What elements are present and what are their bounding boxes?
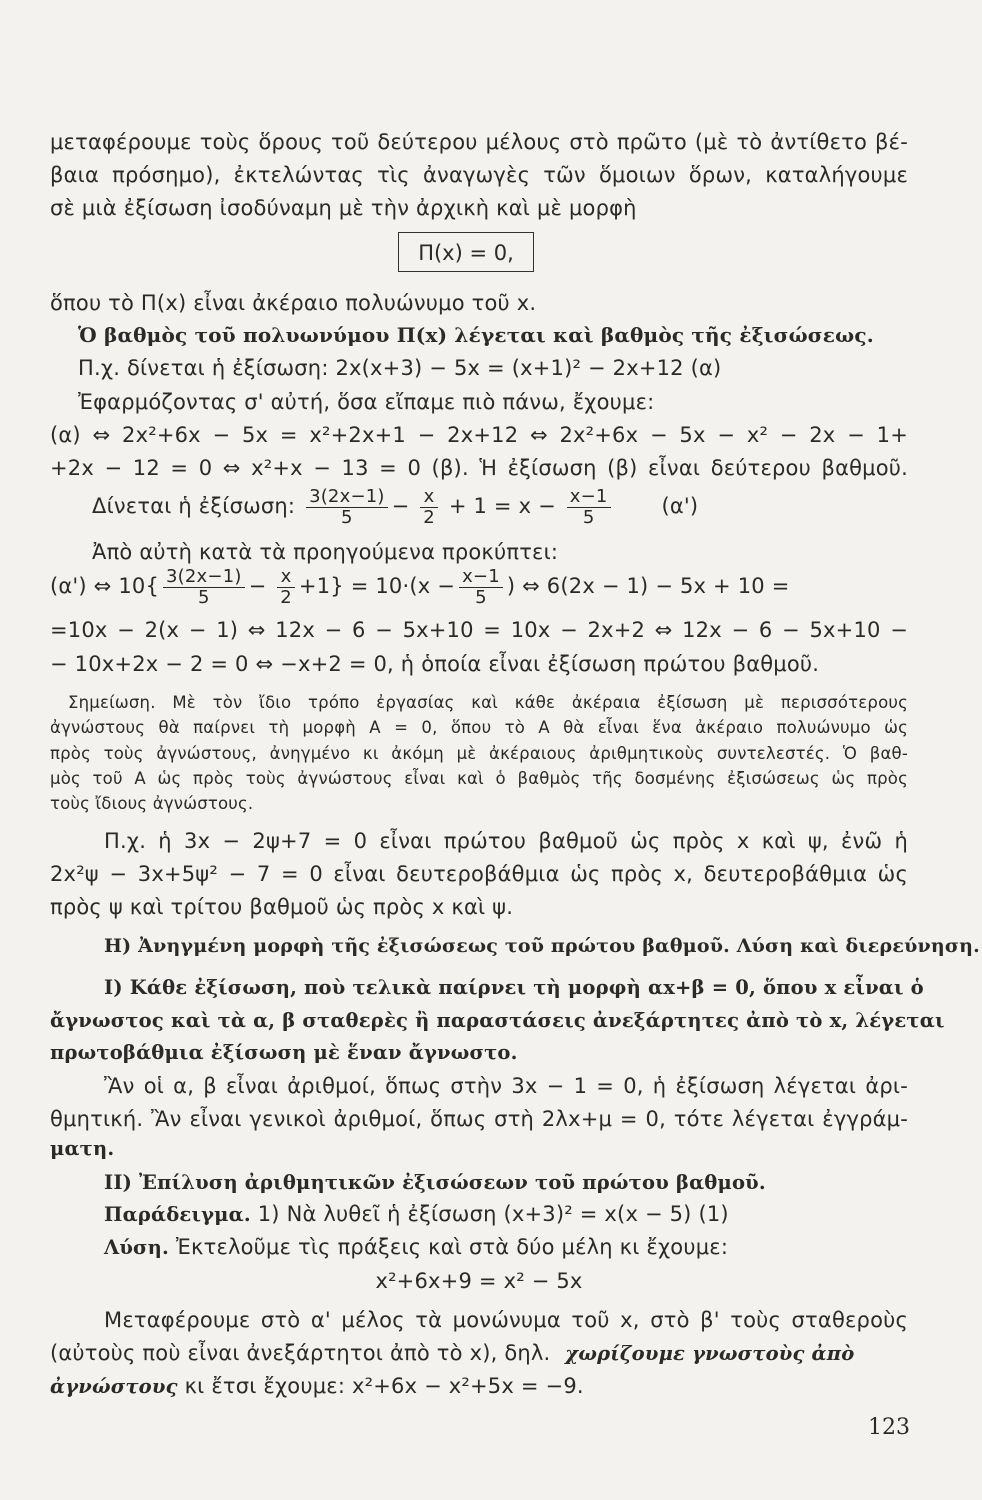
centered-equation: x²+6x+9 = x² − 5x <box>375 1269 583 1293</box>
text-line: Ἀπὸ αὐτὴ κατὰ τὰ προηγούμενα προκύπτει: <box>92 540 559 564</box>
fraction <box>306 487 388 528</box>
text-line: βαια πρόσημο), ἐκτελώντας τὶς ἀναγωγὲς τῶν ὅμοιων ὅρων, καταλήγουμε <box>50 163 908 187</box>
note-line: μὸς τοῦ A ὡς πρὸς τοὺς ἀγνώστους εἶναι καὶ ὁ βαθμὸς τῆς δοσμένης ἐξισώσεως ὡς πρὸς <box>50 769 908 788</box>
text: κι ἔτσι ἔχουμε: x²+6x − x²+5x = −9. <box>184 1374 584 1398</box>
text: 1) Νὰ λυθεῖ ἡ ἐξίσωση (x+3)² = x(x − 5) (1) <box>257 1202 729 1226</box>
denominator: 5 <box>475 586 487 608</box>
denominator: 5 <box>582 506 595 528</box>
equation-line: − 10x+2x − 2 = 0 ⇔ −x+2 = 0, ἡ ὁποία εἶναι ἐξίσωση πρώτου βαθμοῦ. <box>50 652 820 676</box>
numerator: x <box>277 567 295 588</box>
fraction <box>459 567 503 608</box>
text: Ἐκτελοῦμε τὶς πράξεις καὶ στὰ δύο μέλη κι ἔχουμε: <box>175 1235 729 1259</box>
emphasis: ἀγνώστους <box>50 1375 178 1398</box>
definition-line: ἄγνωστος καὶ τὰ α, β σταθερὲς ἢ παραστάσεις ἀνεξάρτητες ἀπὸ τὸ x, λέγεται <box>50 1009 945 1032</box>
definition-line: Ι) Κάθε ἐξίσωση, ποὺ τελικὰ παίρνει τὴ μορφὴ αx+β = 0, ὅπου x εἶναι ὁ <box>104 976 924 999</box>
note-line: Σημείωση. Μὲ τὸν ἴδιο τρόπο ἐργασίας καὶ κάθε ἀκέραια ἐξίσωση μὲ περισσότερους <box>68 693 908 712</box>
text-line: Π.χ. ἡ 3x − 2ψ+7 = 0 εἶναι πρώτου βαθμοῦ ὡς πρὸς x καὶ ψ, ἐνῶ ἡ <box>104 829 908 853</box>
section-heading: ΙΙ) Ἐπίλυση ἀριθμητικῶν ἐξισώσεων τοῦ πρώτου βαθμοῦ. <box>104 1171 766 1194</box>
page-number: 123 <box>868 1415 910 1440</box>
fraction-equation-line: (α') ⇔ 10{ $\frac{3(2x-1)}{5}$ − $\frac{x}{2}$ +1} = 10·(x − $\frac{x-1}{5}$ ) ⇔ 6(2x − 1) − 5x + 10 = <box>50 565 790 608</box>
fraction <box>163 567 245 608</box>
solution-line <box>104 1232 908 1263</box>
fraction <box>567 487 611 528</box>
text-line: θμητική. Ἂν εἶναι γενικοὶ ἀριθμοί, ὅπως στὴ 2λx+μ = 0, τότε λέγεται ἐγγράμ- <box>50 1107 908 1131</box>
text-line: Π.χ. δίνεται ἡ ἐξίσωση: 2x(x+3) − 5x = (x+1)² − 2x+12 (α) <box>78 356 722 380</box>
numerator: x <box>420 487 438 508</box>
example-label: Παράδειγμα. <box>104 1203 251 1226</box>
text-line: μεταφέρουμε τοὺς ὅρους τοῦ δεύτερου μέλους στὸ πρῶτο (μὲ τὸ ἀντίθετο βέ- <box>50 130 908 154</box>
numerator: 3(2x−1) <box>163 567 245 588</box>
text-line: Ἐφαρμόζοντας σ' αὐτή, ὅσα εἴπαμε πιὸ πάνω, ἔχουμε: <box>78 390 655 414</box>
text-line <box>50 1371 908 1402</box>
equation-line: +2x − 12 = 0 ⇔ x²+x − 13 = 0 (β). Ἡ ἐξίσωση (β) εἶναι δεύτερου βαθμοῦ. <box>50 456 908 480</box>
text-line: Ἂν οἱ α, β εἶναι ἀριθμοί, ὅπως στὴν 3x − 1 = 0, ἡ ἐξίσωση λέγεται ἀρι- <box>104 1074 908 1098</box>
equation-line: =10x − 2(x − 1) ⇔ 12x − 6 − 5x+10 = 10x − 2x+2 ⇔ 12x − 6 − 5x+10 − <box>50 618 908 642</box>
note-line: πρὸς τοὺς ἀγνώστους, ἀνηγμένο κι ἀκόμη μὲ ἀκέραιους ἀριθμητικοὺς συντελεστές. Ὁ βαθ- <box>50 744 908 763</box>
denominator: 5 <box>341 506 353 528</box>
text-line: πρὸς ψ καὶ τρίτου βαθμοῦ ὡς πρὸς x καὶ ψ. <box>50 895 514 919</box>
text-line <box>50 1338 908 1369</box>
fraction <box>277 567 295 608</box>
numerator: x−1 <box>459 567 503 588</box>
text-line: Μεταφέρουμε στὸ α' μέλος τὰ μονώνυμα τοῦ x, στὸ β' τοὺς σταθεροὺς <box>104 1308 908 1332</box>
fraction <box>420 487 438 528</box>
numerator: x−1 <box>567 487 611 508</box>
numerator: 3(2x−1) <box>306 487 388 508</box>
text: Δίνεται ἡ ἐξίσωση: <box>92 494 296 518</box>
text: +1} = 10·(x − <box>298 574 456 598</box>
definition-line: πρωτοβάθμια ἐξίσωση μὲ ἕναν ἄγνωστο. <box>50 1041 518 1064</box>
boxed-equation: Π(x) = 0, <box>398 232 534 272</box>
text-line: ὅπου τὸ Π(x) εἶναι ἀκέραιο πολυώνυμο τοῦ x. <box>50 291 537 315</box>
text-line: σὲ μιὰ ἐξίσωση ἰσοδύναμη μὲ τὴν ἀρχικὴ καὶ μὲ μορφὴ <box>50 196 637 220</box>
text: (αὐτοὺς ποὺ εἶναι ἀνεξάρτητοι ἀπὸ τὸ x), δηλ. <box>50 1341 551 1365</box>
denominator: 2 <box>280 586 292 608</box>
example-line <box>104 1199 908 1230</box>
equation-line: (α) ⇔ 2x²+6x − 5x = x²+2x+1 − 2x+12 ⇔ 2x²+6x − 5x − x² − 2x − 1+ <box>50 423 908 447</box>
text: (α') ⇔ 10{ <box>50 574 160 598</box>
note-line: ἀγνώστους θὰ παίρνει τὴ μορφὴ A = 0, ὅπου τὸ A θὰ εἶναι ἕνα ἀκέραιο πολυώνυμο ὡς <box>50 718 908 737</box>
section-heading: Η) Ἀνηγμένη μορφὴ τῆς ἐξισώσεως τοῦ πρώτου βαθμοῦ. Λύση καὶ διερεύνηση. <box>104 935 980 957</box>
solution-label: Λύση. <box>104 1236 170 1259</box>
emphasis: χωρίζουμε γνωστοὺς ἀπὸ <box>565 1342 855 1365</box>
note-line: τοὺς ἴδιους ἀγνώστους. <box>50 794 254 813</box>
denominator: 2 <box>423 506 435 528</box>
text: ) ⇔ 6(2x − 1) − 5x + 10 = <box>506 574 790 598</box>
denominator: 5 <box>197 586 210 608</box>
text-line: 2x²ψ − 3x+5ψ² − 7 = 0 εἶναι δευτεροβάθμια ὡς πρὸς x, δευτεροβάθμια ὡς <box>50 862 908 886</box>
definition-line: Ὁ βαθμὸς τοῦ πολυωνύμου Π(x) λέγεται καὶ βαθμὸς τῆς ἐξισώσεως. <box>78 323 874 347</box>
equation-tag: (α') <box>661 494 699 518</box>
text: + 1 = x − <box>448 494 556 518</box>
text-line: ματη. <box>50 1137 115 1160</box>
fraction-equation-line: Δίνεται ἡ ἐξίσωση: $\frac{3(2x-1)}{5}$ − $\frac{x}{2}$ + 1 = x − $\frac{x-1}{5}$ (α') <box>92 485 699 528</box>
